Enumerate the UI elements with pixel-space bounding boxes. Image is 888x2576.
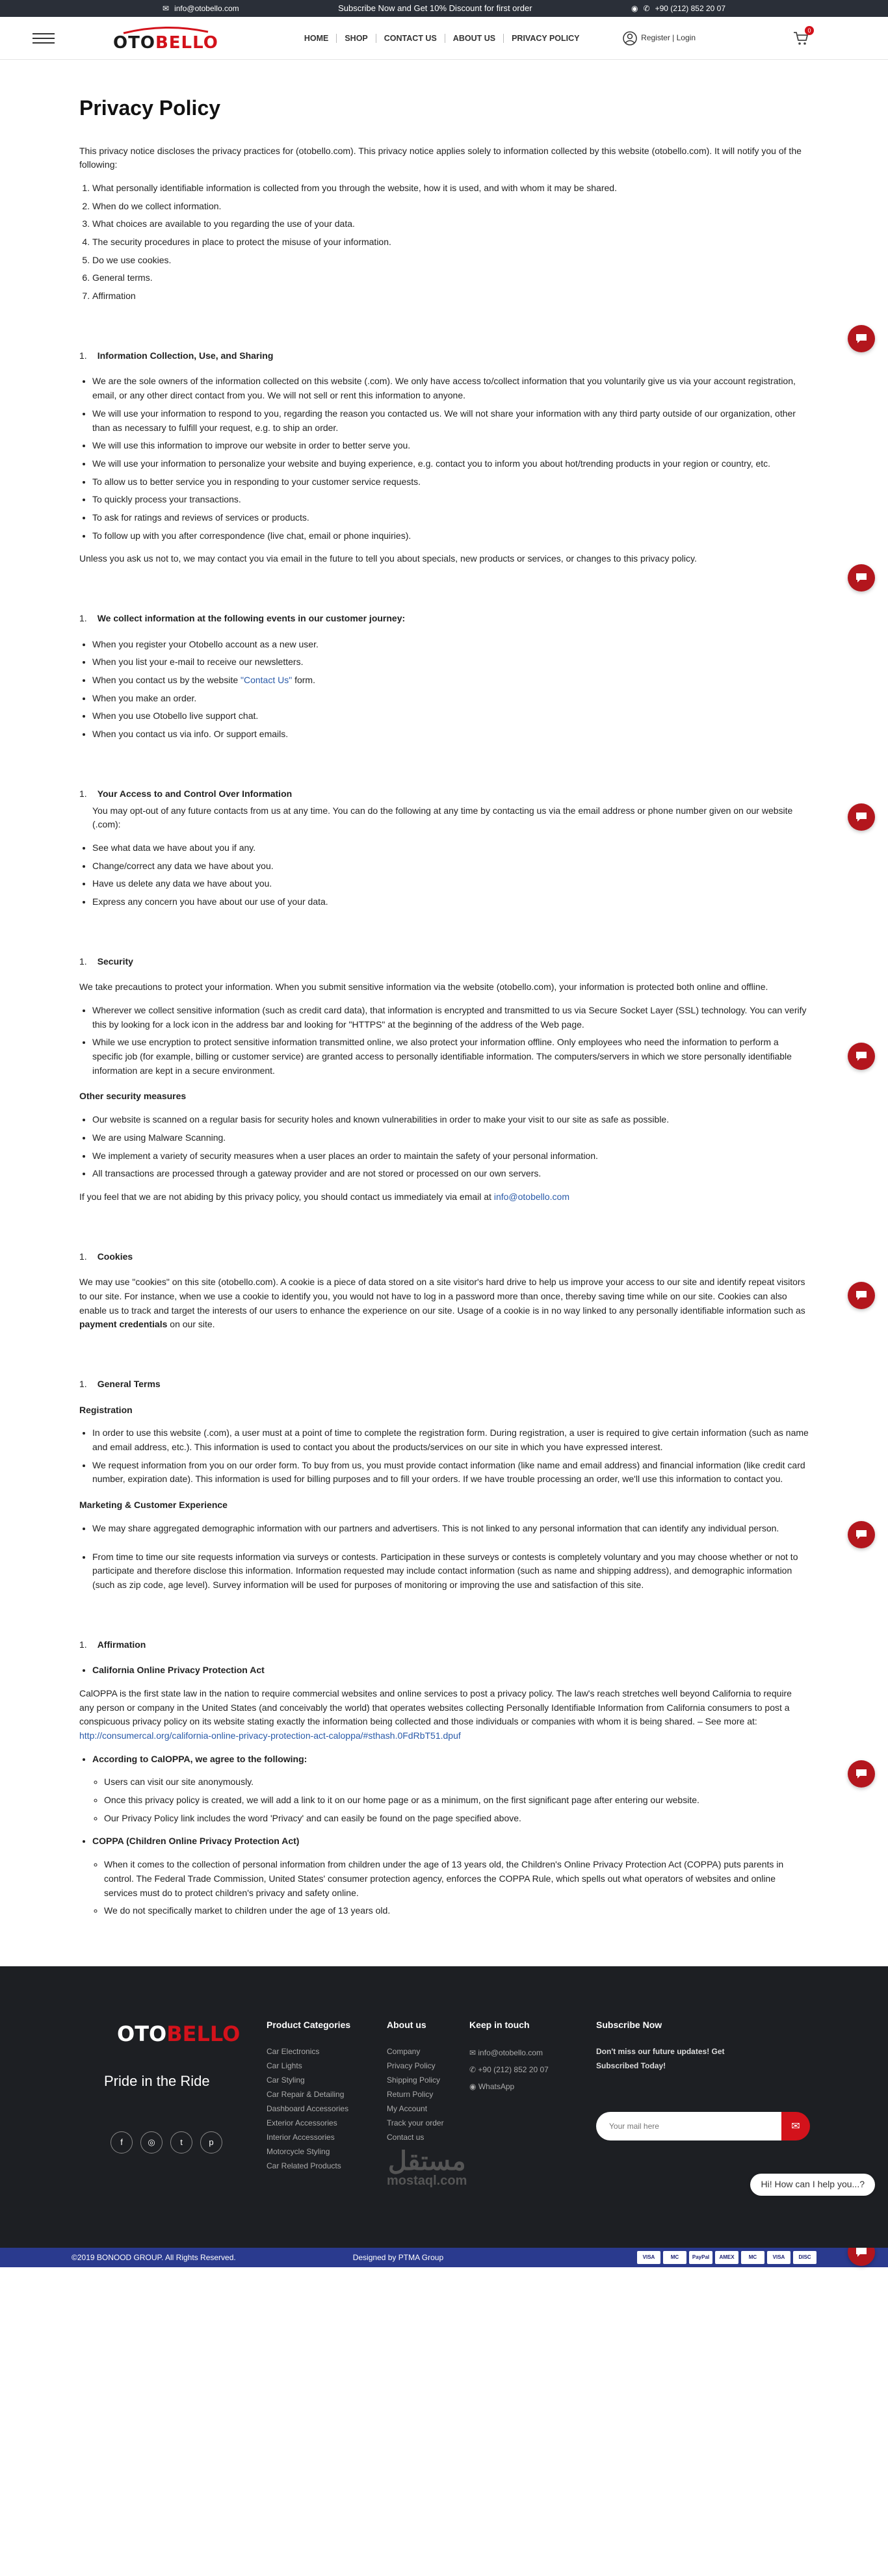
footer-link[interactable]: Motorcycle Styling <box>267 2146 330 2156</box>
chat-help-bubble[interactable]: Hi! How can I help you...? <box>750 2174 875 2196</box>
list-item: • Our website is scanned on a regular basis for security holes and known vulnerabilities in order to make your visit to our site as safe as possible. <box>92 1113 809 1127</box>
list-item: • When you contact us by the website "Contact Us" form. <box>92 673 809 688</box>
mastercard-icon: MC <box>663 2251 686 2264</box>
toc-item: 2. When do we collect information. <box>92 200 809 214</box>
phone-icon: ✆ <box>469 2064 478 2074</box>
footer-link[interactable]: Dashboard Accessories <box>267 2103 349 2113</box>
list-item: • When you make an order. <box>92 692 809 706</box>
footer-link[interactable]: Interior Accessories <box>267 2132 335 2142</box>
mastercard-icon: MC <box>741 2251 764 2264</box>
instagram-icon[interactable]: ◎ <box>140 2131 163 2153</box>
chat-icon[interactable] <box>848 1521 875 1548</box>
footer-link[interactable]: Company <box>387 2046 421 2056</box>
list-item: ◦ Users can visit our site anonymously. <box>104 1775 809 1789</box>
register-login-link[interactable] <box>623 31 696 46</box>
section-heading: 1. Affirmation <box>79 1639 146 1650</box>
chat-icon[interactable] <box>848 1760 875 1788</box>
chat-icon[interactable] <box>848 1043 875 1070</box>
footer-email[interactable]: ✉ info@otobello.com <box>469 2048 543 2057</box>
cart-button[interactable] <box>793 27 811 46</box>
topbar-contact[interactable] <box>631 3 725 15</box>
nav-contact-us[interactable]: CONTACT US <box>376 34 445 43</box>
footer-heading: Subscribe Now <box>596 2019 662 2030</box>
toc-item: 3. What choices are available to you regarding the use of your data. <box>92 217 809 231</box>
section-heading: 1. General Terms <box>79 1379 161 1390</box>
list-item: ◦ We do not specifically market to children under the age of 13 years old. <box>104 1904 809 1918</box>
footer-link[interactable]: Car Styling <box>267 2075 305 2085</box>
topbar-phone: +90 (212) 852 20 07 <box>655 3 725 13</box>
toc-list <box>79 181 809 304</box>
section-general-terms <box>79 1377 809 1593</box>
toc-item: 4. The security procedures in place to protect the misuse of your information. <box>92 235 809 250</box>
bottom-bar <box>0 2248 888 2267</box>
cart-count-badge: 0 <box>805 26 814 35</box>
footer-link[interactable]: Track your order <box>387 2118 444 2127</box>
footer-brand <box>104 2018 267 2173</box>
subscribe-button[interactable] <box>781 2112 810 2140</box>
list-item: • California Online Privacy Protection Act <box>92 1663 809 1678</box>
site-footer <box>0 1966 888 2248</box>
paragraph: Unless you ask us not to, we may contact you via email in the future to tell you about specials, new products or services, or changes to this privacy policy. <box>79 553 697 564</box>
visa-icon: VISA <box>767 2251 790 2264</box>
toc-item: 5. Do we use cookies. <box>92 254 809 268</box>
list-item: • We request information from you on our order form. To buy from us, you must provide contact information (like name and email address) and financial information (like credit card number, expiration date). This information is used for billing purposes and to fill your orders. If we have trouble processing an order, we'll use this information to contact you. <box>92 1459 809 1487</box>
page-title: Privacy Policy <box>79 96 221 120</box>
subscribe-email-input[interactable] <box>596 2112 781 2140</box>
topbar-promo: Subscribe Now and Get 10% Discount for first order <box>338 3 532 13</box>
list-item: • We implement a variety of security measures when a user places an order to maintain the safety of your personal information. <box>92 1149 809 1164</box>
list-item: • When you contact us via info. Or support emails. <box>92 727 809 742</box>
paypal-icon: PayPal <box>689 2251 712 2264</box>
section-heading: 1. We collect information at the following events in our customer journey: <box>79 613 406 624</box>
subscribe-form <box>596 2112 810 2140</box>
list-item: • In order to use this website (.com), a user must at a point of time to complete the registration form. During registration, a user is required to give certain information (such as name and email address, etc.). This information is used to contact you about the products/services on our site in which you have expressed interest. <box>92 1426 809 1454</box>
list-item: ◦ When it comes to the collection of personal information from children under the age of 13 years old, the Children's Online Privacy Protection Act (COPPA) puts parents in control. The Federal Trade Commission, United States' consumer protection agency, enforces the COPPA Rule, which spells out what operators of websites and online services must do to protect children's privacy and safety online. <box>104 1858 809 1900</box>
amex-icon: AMEX <box>715 2251 738 2264</box>
register-login-text: Register | Login <box>641 33 696 43</box>
list-item: • We will use this information to improve our website in order to better serve you. <box>92 439 809 453</box>
main-nav <box>296 34 588 43</box>
footer-link[interactable]: Car Related Products <box>267 2161 341 2170</box>
list-item: • We are using Malware Scanning. <box>92 1131 809 1145</box>
section-heading: 1. Your Access to and Control Over Information <box>79 788 293 799</box>
paragraph: You may opt-out of any future contacts from us at any time. You can do the following at any time by contacting us via the email address or phone number given on our website (.com): <box>92 805 793 830</box>
list-item: • To ask for ratings and reviews of services or products. <box>92 511 809 525</box>
section-information-collection <box>79 349 809 566</box>
section-heading: 1. Cookies <box>79 1251 133 1262</box>
phone-icon: ✆ <box>643 3 650 13</box>
section-affirmation <box>79 1638 809 1918</box>
list-item: • To quickly process your transactions. <box>92 493 809 507</box>
list-item: • All transactions are processed through a gateway provider and are not stored or processed on our own servers. <box>92 1167 809 1181</box>
pinterest-icon[interactable]: p <box>200 2131 222 2153</box>
footer-subscribe <box>596 2018 810 2173</box>
footer-heading: About us <box>387 2019 426 2030</box>
site-header <box>0 17 888 60</box>
footer-link[interactable]: Privacy Policy <box>387 2061 436 2070</box>
footer-heading: Product Categories <box>267 2019 351 2030</box>
list-item: • We are the sole owners of the information collected on this website (.com). We only have access to/collect information that you voluntarily give us via your account registration, email, or any other direct contact from you. We will not sell or rent this information to anyone. <box>92 374 809 402</box>
privacy-content <box>0 60 888 1966</box>
list-item: • To allow us to better service you in responding to your customer service requests. <box>92 475 809 489</box>
footer-link[interactable]: My Account <box>387 2103 428 2113</box>
subscribe-text: Don't miss our future updates! Get Subscribed Today! <box>596 2046 725 2070</box>
email-link[interactable]: info@otobello.com <box>493 1191 570 1202</box>
top-bar <box>0 0 888 17</box>
footer-tagline: Pride in the Ride <box>104 2072 210 2089</box>
list-item: • From time to time our site requests information via surveys or contests. Participation in these surveys or contests is completely voluntary and you may choose whether or not to participate and therefore disclose this information. Information requested may include contact information (such as name and shipping address), and demographic information (such as zip code, age level). Survey information will be used for purposes of monitoring or improving the use and satisfaction of this site. <box>92 1550 809 1593</box>
footer-link[interactable]: Shipping Policy <box>387 2075 441 2085</box>
footer-categories <box>267 2018 387 2173</box>
mail-icon: ✉ <box>163 3 170 13</box>
whatsapp-icon[interactable]: ◉ <box>631 3 638 13</box>
twitter-icon[interactable]: t <box>170 2131 192 2153</box>
designer-credit: Designed by PTMA Group <box>352 2252 444 2262</box>
footer-phone[interactable]: ✆ +90 (212) 852 20 07 <box>469 2064 549 2074</box>
list-item: ◦ Our Privacy Policy link includes the word 'Privacy' and can easily be found on the page specified above. <box>104 1812 809 1826</box>
list-item: • Have us delete any data we have about you. <box>92 877 809 891</box>
chat-icon[interactable] <box>848 803 875 831</box>
paragraph: We may use "cookies" on this site (otobello.com). A cookie is a piece of data stored on a site visitor's hard drive to help us improve your access to our site and identify repeat visitors to our site. For instance, when we use a cookie to identify you, you would not have to log in a password more than once, thereby saving time while on our site. Cookies can also enable us to track and target the interests of our users to enhance the experience on our site. Usage of a cookie is in no way linked to any personally identifiable information such as payment credentials on our site. <box>79 1277 805 1330</box>
social-links <box>111 2131 267 2153</box>
topbar-email-text: info@otobello.com <box>174 3 239 13</box>
list-item: • We will use your information to respond to you, regarding the reason you contacted us. We will not share your information with any third party outside of our organization, other than as necessary to fulfill your request, e.g. to ship an order. <box>92 407 809 435</box>
user-icon <box>623 31 637 46</box>
footer-link[interactable]: Car Repair & Detailing <box>267 2089 345 2099</box>
visa-icon: VISA <box>637 2251 660 2264</box>
paragraph: We take precautions to protect your information. When you submit sensitive information via the website (otobello.com), your information is protected both online and offline. <box>79 982 768 993</box>
toc-item: 1. What personally identifiable information is collected from you through the website, how it is used, and with whom it may be shared. <box>92 181 809 196</box>
send-icon: ✉ <box>791 2120 800 2132</box>
section-heading: 1. Security <box>79 956 133 967</box>
footer-link[interactable]: Return Policy <box>387 2089 434 2099</box>
facebook-icon[interactable]: f <box>111 2131 133 2153</box>
list-item: • According to CalOPPA, we agree to the following: <box>92 1752 809 1767</box>
subheading: Marketing & Customer Experience <box>79 1500 228 1511</box>
section-collection-events <box>79 612 809 742</box>
chat-icon[interactable] <box>848 564 875 592</box>
paragraph: CalOPPA is the first state law in the nation to require commercial websites and online services to post a privacy policy. The law's reach stretches well beyond California to require any person or company in the United States (and conceivably the world) that operates websites collecting Personally Identifiable Information from California consumers to post a conspicuous privacy policy on its website stating exactly the information being collected and those individuals or companies with whom it is being shared. – See more at: http://consumercal.org/california-online-privacy-protection-act-caloppa/#sthash.0FdRbT51.dpuf <box>79 1687 792 1741</box>
intro-paragraph: This privacy notice discloses the privacy practices for (otobello.com). This privacy notice applies solely to information collected by this website (otobello.com). It will notify you of the following: <box>79 145 802 170</box>
footer-keep-in-touch <box>469 2018 596 2173</box>
footer-logo[interactable]: OTOBELLO <box>117 2021 241 2046</box>
whatsapp-icon: ◉ <box>469 2081 478 2091</box>
site-logo[interactable] <box>113 25 218 51</box>
list-item: • Wherever we collect sensitive information (such as credit card data), that information is encrypted and transmitted to us via Secure Socket Layer (SSL) technology. You can verify this by looking for a lock icon in the address bar and looking for "HTTPS" at the beginning of the address of the Web page. <box>92 1004 809 1032</box>
menu-icon[interactable] <box>33 33 55 44</box>
list-item: • Express any concern you have about our use of your data. <box>92 895 809 909</box>
list-item: ◦ Once this privacy policy is created, we will add a link to it on our home page or as a minimum, on the first significant page after entering our website. <box>104 1793 809 1808</box>
mostaql-watermark: مستقل mostaql.com <box>387 2146 467 2188</box>
caloppa-link[interactable]: http://consumercal.org/california-online-privacy-protection-act-caloppa/#sthash.0FdRbT51.dpuf <box>79 1730 461 1741</box>
list-item: • When you register your Otobello account as a new user. <box>92 638 809 652</box>
nav-about-us[interactable]: ABOUT US <box>445 34 504 43</box>
paragraph: If you feel that we are not abiding by this privacy policy, you should contact us immediately via email at info@otobello.com <box>79 1191 570 1202</box>
nav-privacy-policy[interactable]: PRIVACY POLICY <box>512 33 580 43</box>
list-item: • COPPA (Children Online Privacy Protection Act) <box>92 1834 809 1849</box>
footer-link[interactable]: Contact us <box>387 2132 424 2142</box>
chat-icon[interactable] <box>848 1282 875 1309</box>
logo-text: OTOBELLO <box>113 33 218 53</box>
section-cookies <box>79 1250 809 1332</box>
section-access-control <box>79 787 809 909</box>
list-item: • When you use Otobello live support chat. <box>92 709 809 723</box>
discover-icon: DISC <box>793 2251 816 2264</box>
section-security <box>79 955 809 1204</box>
list-item: • While we use encryption to protect sensitive information transmitted online, we also protect your information offline. Only employees who need the information to perform a specific job (for example, billing or customer service) are granted access to personally identifiable information. The computers/servers in which we store personally identifiable information are kept in a secure environment. <box>92 1035 809 1078</box>
section-heading: 1. Information Collection, Use, and Sharing <box>79 350 274 361</box>
footer-heading: Keep in touch <box>469 2019 530 2030</box>
nav-home[interactable]: HOME <box>296 34 337 43</box>
subheading: Other security measures <box>79 1091 187 1102</box>
nav-shop[interactable]: SHOP <box>337 34 376 43</box>
footer-link[interactable]: Car Electronics <box>267 2046 320 2056</box>
list-item: • See what data we have about you if any. <box>92 841 809 855</box>
list-item: • To follow up with you after correspondence (live chat, email or phone inquiries). <box>92 529 809 543</box>
footer-whatsapp[interactable]: ◉ WhatsApp <box>469 2081 515 2091</box>
topbar-email[interactable] <box>163 3 239 15</box>
subheading: Registration <box>79 1404 133 1415</box>
footer-link[interactable]: Car Lights <box>267 2061 302 2070</box>
list-item: • When you list your e-mail to receive our newsletters. <box>92 655 809 670</box>
mail-icon: ✉ <box>469 2048 478 2057</box>
contact-us-link[interactable]: "Contact Us" <box>241 675 293 686</box>
list-item: • We may share aggregated demographic information with our partners and advertisers. This is not linked to any personal information that can identify any individual person. <box>92 1522 809 1536</box>
footer-link[interactable]: Exterior Accessories <box>267 2118 337 2127</box>
toc-item: 6. General terms. <box>92 271 809 285</box>
list-item: • We will use your information to personalize your website and buying experience, e.g. contact you to inform you about hot/trending products in your region or country, etc. <box>92 457 809 471</box>
copyright: ©2019 BONOOD GROUP. All Rights Reserved. <box>72 2252 236 2262</box>
chat-icon[interactable] <box>848 325 875 352</box>
list-item: • Change/correct any data we have about you. <box>92 859 809 874</box>
toc-item: 7. Affirmation <box>92 289 809 304</box>
payment-methods <box>637 2251 816 2264</box>
